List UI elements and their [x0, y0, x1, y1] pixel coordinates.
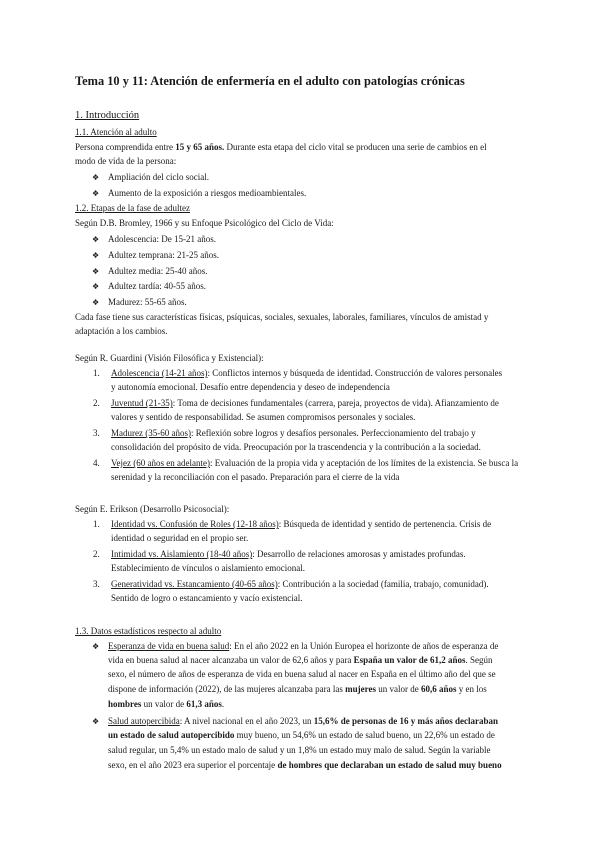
document-title: Tema 10 y 11: Atención de enfermería en el adulto con patologías crónicas: [75, 74, 465, 88]
list-item-continuation: sexo, el número de años de esperanza de vida en buena salud al nacer en España en el último año del que se: [108, 669, 496, 679]
list-item-continuation: vida en buena salud al nacer alcanzaba un valor de 62,6 años y para España un valor de 61,2 años. Según: [108, 655, 493, 665]
subheading-atencion-adulto: 1.1. Atención al adulto: [75, 127, 157, 137]
bullet-icon: ❖: [92, 173, 100, 182]
section-heading-introduccion: 1. Introducción: [75, 110, 140, 121]
list-item: ❖ Esperanza de vida en buena salud: En el año 2022 en la Unión Europea el horizonte de años de esperanza de: [92, 641, 499, 651]
list-item-continuation: sexo, en el año 2023 era superior el porcentaje de hombres que declaraban un estado de salud muy bueno: [108, 760, 502, 770]
bullet-icon: ❖: [92, 235, 100, 244]
list-item-continuation: hombres un valor de 61,3 años.: [108, 699, 225, 709]
bullet-icon: ❖: [92, 251, 100, 260]
list-item: ❖ Adultez tardía: 40-55 años.: [92, 281, 206, 291]
list-item: ❖ Madurez: 55-65 años.: [92, 297, 187, 307]
list-item: ❖ Ampliación del ciclo social.: [92, 172, 209, 182]
paragraph-line: Según E. Erikson (Desarrollo Psicosocial):: [75, 504, 230, 514]
list-item: ❖ Adultez temprana: 21-25 años.: [92, 250, 219, 260]
list-item-continuation: salud regular, un 5,4% un estado malo de salud y un 1,8% un estado muy malo de salud. Según la variable: [108, 745, 491, 755]
numbered-item-continuation: Sentido de logro o estancamiento y vacío existencial.: [111, 593, 303, 603]
bullet-icon: ❖: [92, 282, 100, 291]
numbered-item: 2. Intimidad vs. Aislamiento (18-40 años): Desarrollo de relaciones amorosas y amistades profundas.: [93, 549, 466, 559]
numbered-item: 3. Generatividad vs. Estancamiento (40-65 años): Contribución a la sociedad (familia, trabajo, comunidad).: [93, 579, 489, 589]
bullet-icon: ❖: [92, 189, 100, 198]
paragraph-line: modo de vida de la persona:: [75, 156, 177, 166]
subheading-datos-estadisticos: 1.3. Datos estadísticos respecto al adulto: [75, 626, 222, 636]
subheading-etapas-adultez: 1.2. Etapas de la fase de adultez: [75, 203, 190, 213]
paragraph-line: Según D.B. Bromley, 1966 y su Enfoque Psicológico del Ciclo de Vida:: [75, 218, 334, 228]
paragraph-line: Cada fase tiene sus características físicas, psíquicas, sociales, sexuales, laborales, familiares, vínculos de amistad y: [75, 312, 489, 322]
list-item: ❖ Aumento de la exposición a riesgos medioambientales.: [92, 188, 307, 198]
numbered-item-continuation: valores y sentido de responsabilidad. Se asumen compromisos personales y sociales.: [111, 412, 416, 422]
numbered-item: 1. Identidad vs. Confusión de Roles (12-18 años): Búsqueda de identidad y sentido de pertenencia. Crisis de: [93, 519, 492, 529]
bullet-icon: ❖: [92, 267, 100, 276]
numbered-item-continuation: y autonomía emocional. Desafío entre dependencia y deseo de independencia: [111, 382, 390, 392]
paragraph-line: adaptación a los cambios.: [75, 326, 168, 336]
list-item: ❖ Salud autopercibida: A nivel nacional en el año 2023, un 15,6% de personas de 16 y más años declaraban: [92, 716, 498, 726]
paragraph-line: Persona comprendida entre 15 y 65 años. Durante esta etapa del ciclo vital se producen una serie de cambios en el: [75, 142, 487, 152]
list-item: ❖ Adultez media: 25-40 años.: [92, 266, 208, 276]
bullet-icon: ❖: [92, 298, 100, 307]
numbered-item: 1. Adolescencia (14-21 años): Conflictos internos y búsqueda de identidad. Construcción de valores personales: [93, 368, 503, 378]
numbered-item: 4. Vejez (60 años en adelante): Evaluación de la propia vida y aceptación de los límites de la existencia. Se busca la: [93, 458, 519, 468]
numbered-item: 3. Madurez (35-60 años): Reflexión sobre logros y desafíos personales. Perfeccionamiento del trabajo y: [93, 428, 476, 438]
bullet-icon: ❖: [92, 642, 100, 651]
numbered-item-continuation: Establecimiento de vínculos o aislamiento emocional.: [111, 563, 305, 573]
list-item-continuation: dispone de información (2022), de las mujeres alcanzaba para las mujeres un valor de 60,6 años y en los: [108, 684, 487, 694]
numbered-item-continuation: identidad o seguridad en el propio ser.: [111, 533, 249, 543]
bullet-icon: ❖: [92, 717, 100, 726]
list-item-continuation: un estado de salud autopercibido muy bueno, un 54,6% un estado de salud bueno, un 22,6% un estado de: [108, 730, 495, 740]
numbered-item: 2. Juventud (21-35): Toma de decisiones fundamentales (carrera, pareja, proyectos de vida). Afianzamiento de: [93, 398, 499, 408]
paragraph-line: Según R. Guardini (Visión Filosófica y Existencial):: [75, 353, 264, 363]
numbered-item-continuation: serenidad y la reconciliación con el pasado. Preparación para el cierre de la vida: [111, 472, 400, 482]
list-item: ❖ Adolescencia: De 15-21 años.: [92, 234, 216, 244]
numbered-item-continuation: consolidación del propósito de vida. Preocupación por la trascendencia y la contribución a la sociedad.: [111, 442, 481, 452]
